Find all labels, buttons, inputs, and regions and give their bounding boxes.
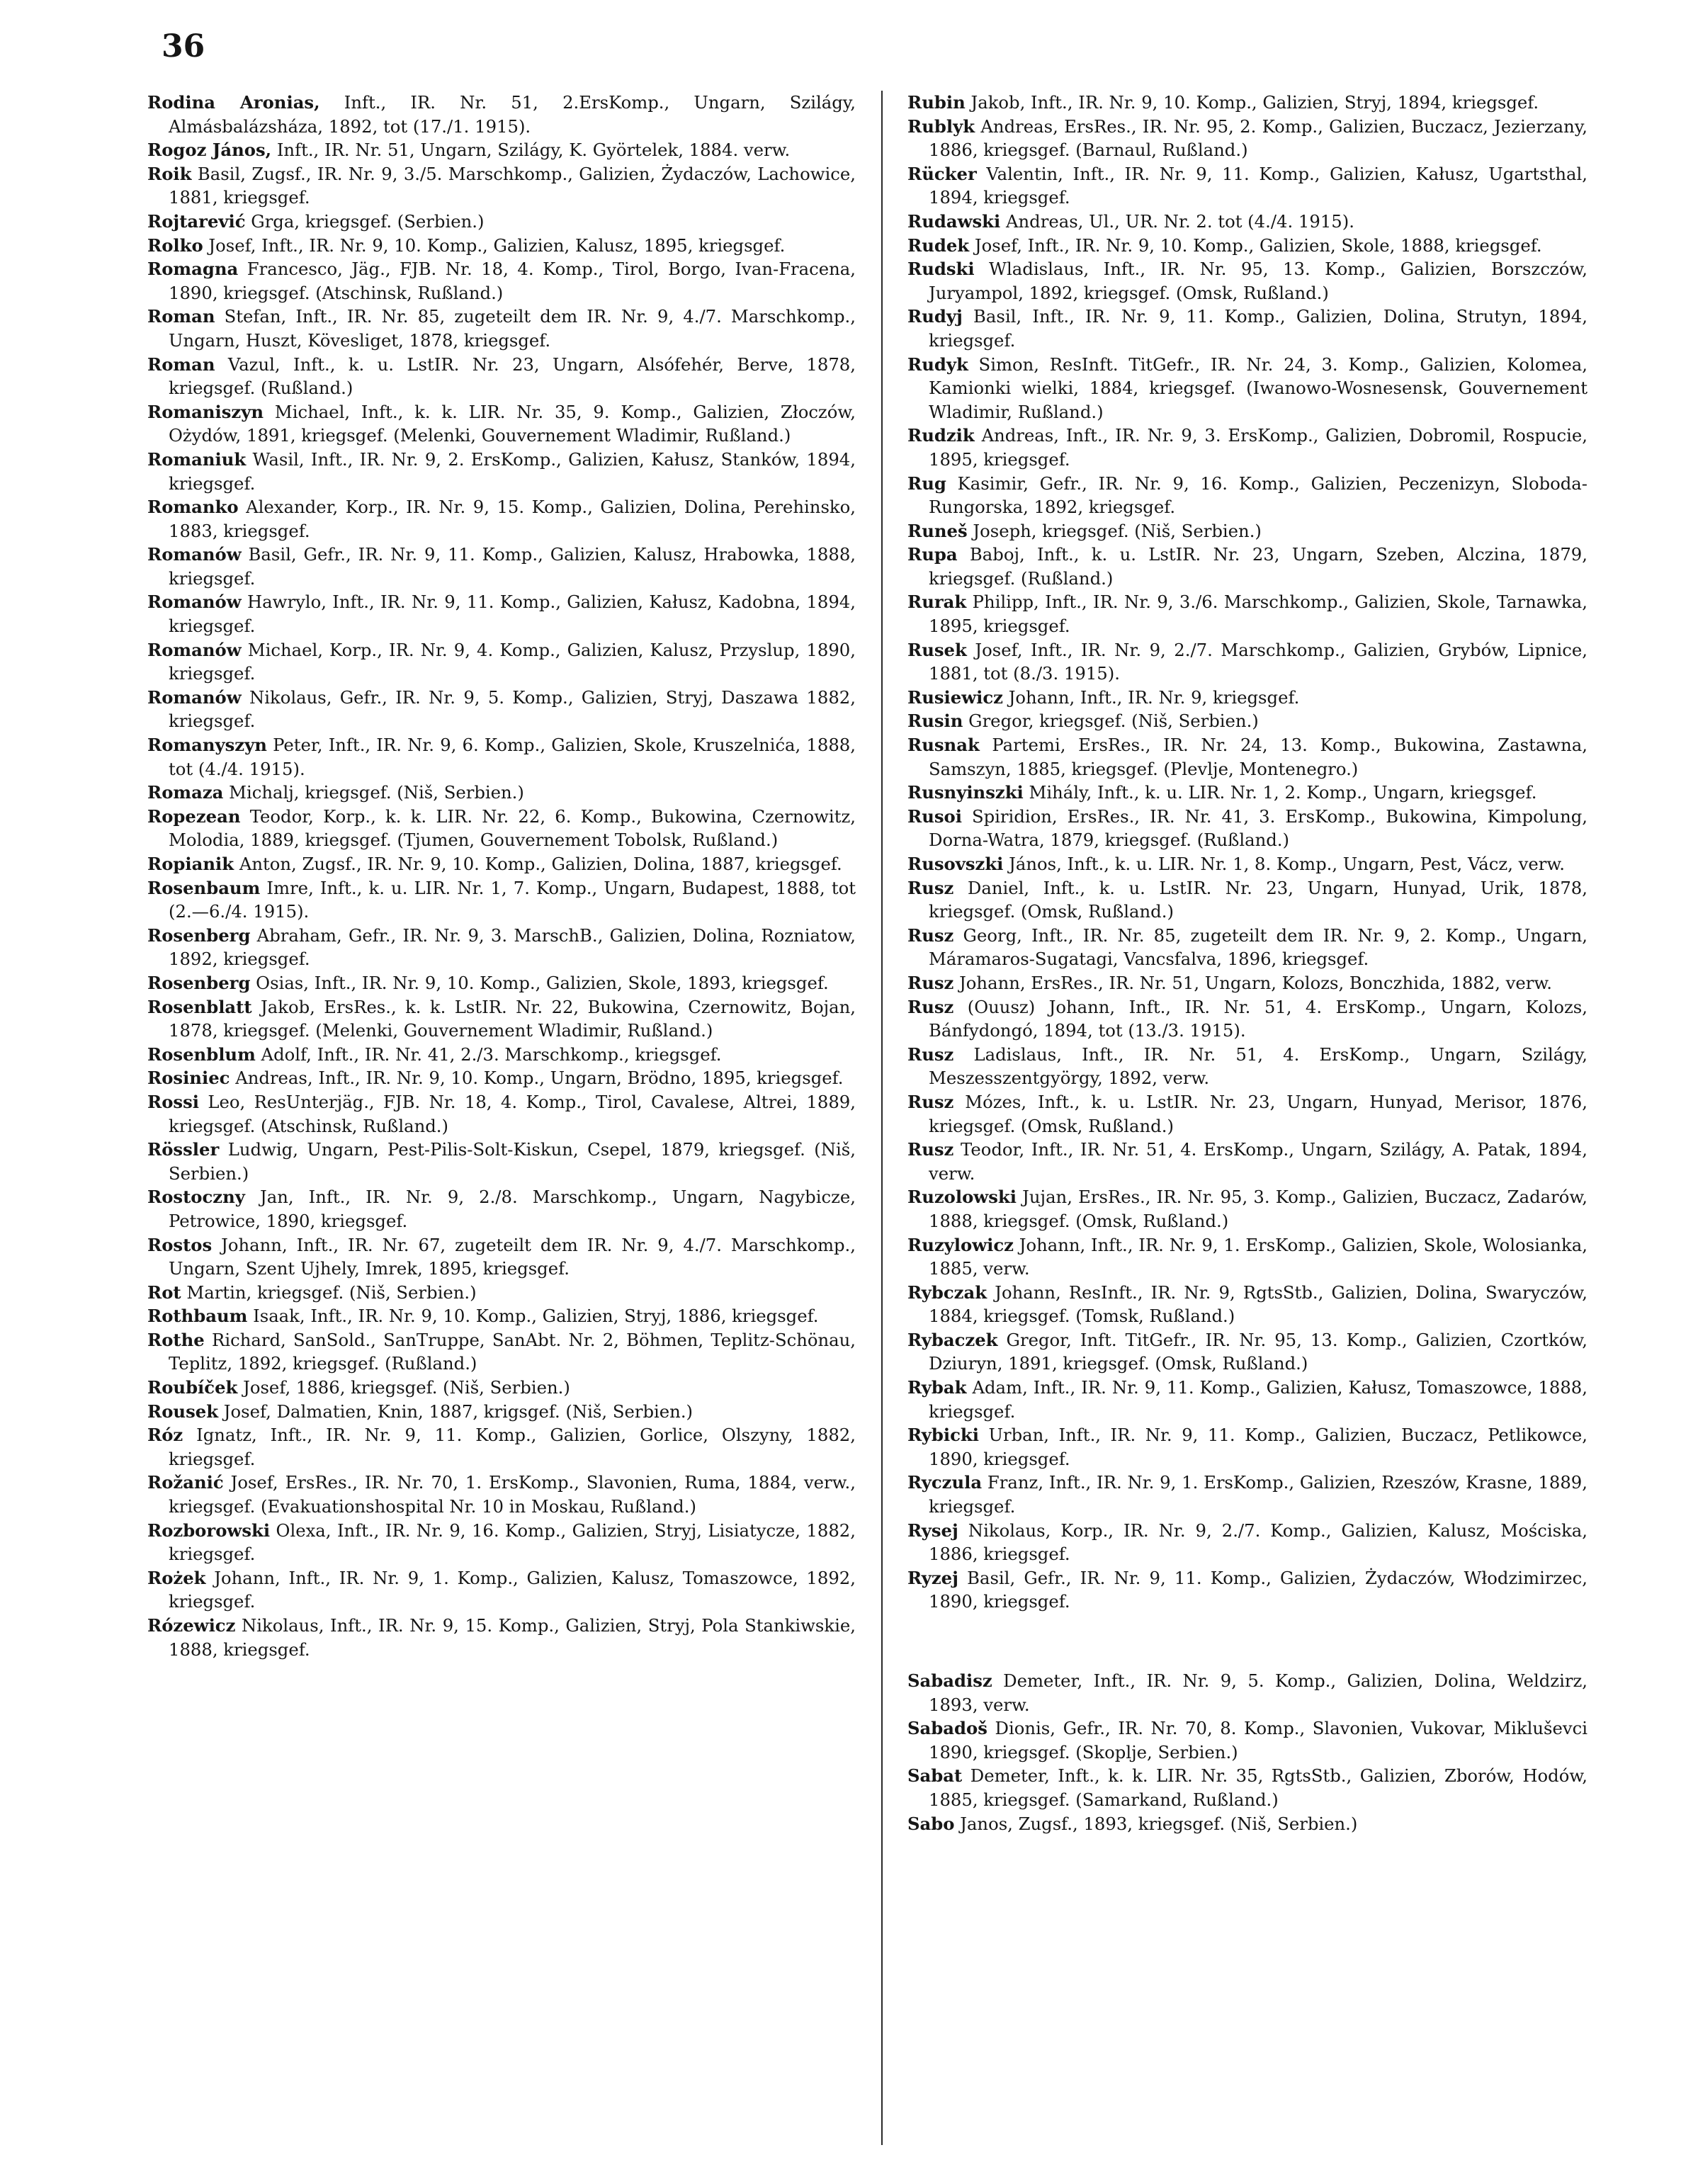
- r-section: [907, 91, 1587, 1614]
- entry-details: Basil, Zugsf., IR. Nr. 9, 3./5. Marschkomp., Galizien, Żydaczów, Lachowice, 1881, kriegsgef.: [169, 163, 856, 208]
- entry-details: Basil, Gefr., IR. Nr. 9, 11. Komp., Galizien, Kalusz, Hrabowka, 1888, kriegsgef.: [169, 544, 856, 589]
- left-column: [147, 91, 856, 1661]
- entry-details: Jujan, ErsRes., IR. Nr. 95, 3. Komp., Galizien, Buczacz, Zadarów, 1888, kriegsgef. (Omsk, Rußland.): [929, 1187, 1587, 1231]
- entry-surname: Ruzylowicz: [907, 1234, 1014, 1255]
- register-entry: [147, 91, 856, 138]
- entry-details: Johann, ErsRes., IR. Nr. 51, Ungarn, Kolozs, Bonczhida, 1882, verw.: [953, 972, 1552, 993]
- entry-surname: Rurak: [907, 592, 967, 613]
- entry-surname: Romanko: [147, 497, 239, 518]
- register-entry: [907, 638, 1587, 686]
- entry-details: Basil, Inft., IR. Nr. 9, 11. Komp., Galizien, Dolina, Strutyn, 1894, kriegsgef.: [929, 306, 1587, 351]
- entry-details: Imre, Inft., k. u. LIR. Nr. 1, 7. Komp., Ungarn, Budapest, 1888, tot (2.—6./4. 1915).: [169, 877, 856, 922]
- right-column: [907, 91, 1587, 1835]
- register-entry: [147, 781, 856, 805]
- entry-details: Nikolaus, Korp., IR. Nr. 9, 2./7. Komp., Galizien, Kalusz, Mościska, 1886, kriegsgef.: [929, 1520, 1587, 1565]
- register-entry: [907, 1328, 1587, 1376]
- entry-details: Andreas, Inft., IR. Nr. 9, 10. Komp., Ungarn, Brödno, 1895, kriegsgef.: [230, 1068, 844, 1089]
- entry-details: Francesco, Jäg., FJB. Nr. 18, 4. Komp., Tirol, Borgo, Ivan-Fracena, 1890, kriegsgef. (Atschinsk, Rußland.): [169, 259, 856, 303]
- entry-surname: Rousek: [147, 1401, 219, 1422]
- register-entry: [147, 1471, 856, 1518]
- entry-details: Michalj, kriegsgef. (Niš, Serbien.): [223, 782, 524, 803]
- entry-details: Wladislaus, Inft., IR. Nr. 95, 13. Komp., Galizien, Borszczów, Juryampol, 1892, kriegsgef. (Omsk, Rußland.): [929, 259, 1587, 303]
- entry-details: János, Inft., k. u. LIR. Nr. 1, 8. Komp., Ungarn, Pest, Vácz, verw.: [1003, 854, 1566, 874]
- register-entry: [907, 1185, 1587, 1233]
- register-entry: [907, 115, 1587, 162]
- entry-details: Richard, SanSold., SanTruppe, SanAbt. Nr. 2, Böhmen, Teplitz-Schönau, Teplitz, 1892, kriegsgef. (Rußland.): [169, 1329, 856, 1374]
- entry-surname: Roubíček: [147, 1377, 238, 1398]
- entry-details: Andreas, Inft., IR. Nr. 9, 3. ErsKomp., Galizien, Dobromil, Rospucie, 1895, kriegsgef.: [929, 425, 1587, 470]
- entry-details: Anton, Zugsf., IR. Nr. 9, 10. Komp., Galizien, Dolina, 1887, kriegsgef.: [234, 854, 842, 874]
- entry-surname: Rysej: [907, 1520, 958, 1541]
- entry-details: Nikolaus, Gefr., IR. Nr. 9, 5. Komp., Galizien, Stryj, Daszawa 1882, kriegsgef.: [169, 686, 856, 732]
- register-entry: [907, 733, 1587, 781]
- entry-details: Leo, ResUnterjäg., FJB. Nr. 18, 4. Komp., Tirol, Cavalese, Altrei, 1889, kriegsgef. (Atschinsk, Rußland.): [169, 1091, 856, 1136]
- register-entry: [147, 1138, 856, 1185]
- register-entry: [907, 1519, 1587, 1566]
- register-entry: [147, 495, 856, 543]
- register-entry: [147, 924, 856, 971]
- entry-surname: Róz: [147, 1425, 183, 1446]
- entry-details: Jakob, ErsRes., k. k. LstIR. Nr. 22, Bukowina, Czernowitz, Bojan, 1878, kriegsgef. (Melenki, Gouvernement Wladimir, Rußland.): [169, 996, 856, 1041]
- register-entry: [907, 805, 1587, 852]
- entry-details: Kasimir, Gefr., IR. Nr. 9, 16. Komp., Galizien, Peczenizyn, Sloboda-Rungorska, 1892, kriegsgef.: [929, 473, 1587, 518]
- section-gap: [907, 1614, 1587, 1669]
- entry-details: Franz, Inft., IR. Nr. 9, 1. ErsKomp., Galizien, Rzeszów, Krasne, 1889, kriegsgef.: [929, 1472, 1587, 1517]
- register-entry: [907, 876, 1587, 924]
- register-entry: [147, 1185, 856, 1233]
- register-entry: [907, 1233, 1587, 1281]
- entry-details: Spiridion, ErsRes., IR. Nr. 41, 3. ErsKomp., Bukowina, Kimpolung, Dorna-Watra, 1879, kriegsgef. (Rußland.): [929, 805, 1587, 851]
- entry-surname: Rusz: [907, 924, 954, 946]
- register-entry: [907, 971, 1587, 995]
- entry-surname: Roman: [147, 353, 215, 375]
- register-entry: [907, 1376, 1587, 1423]
- register-entry: [907, 1669, 1587, 1716]
- entry-details: Josef, Dalmatien, Knin, 1887, krigsgef. (Niš, Serbien.): [218, 1401, 694, 1422]
- entry-surname: Rosenblatt: [147, 996, 252, 1017]
- s-section: [907, 1669, 1587, 1835]
- register-entry: [907, 709, 1587, 733]
- entry-surname: Rudek: [907, 234, 970, 256]
- entry-surname: Rożek: [147, 1567, 206, 1588]
- entry-surname: Rug: [907, 473, 946, 494]
- entry-details: Ladislaus, Inft., IR. Nr. 51, 4. ErsKomp., Ungarn, Szilágy, Meszesszentgyörgy, 1892, verw.: [929, 1043, 1587, 1089]
- entry-details: Gregor, kriegsgef. (Niš, Serbien.): [963, 711, 1259, 732]
- entry-details: Johann, Inft., IR. Nr. 9, 1. ErsKomp., Galizien, Skole, Wolosianka, 1885, verw.: [929, 1234, 1587, 1279]
- register-entry: [907, 1281, 1587, 1328]
- register-entry: [907, 590, 1587, 638]
- entry-details: Nikolaus, Inft., IR. Nr. 9, 15. Komp., Galizien, Stryj, Pola Stankiwskie, 1888, kriegsgef.: [169, 1615, 856, 1660]
- register-entry: [147, 638, 856, 686]
- register-entry: [147, 257, 856, 305]
- entry-details: Georg, Inft., IR. Nr. 85, zugeteilt dem IR. Nr. 9, 2. Komp., Ungarn, Máramaros-Sugatagi, Vancsfalva, 1896, kriegsgef.: [929, 924, 1587, 970]
- entry-surname: Rogoz János,: [147, 140, 272, 161]
- register-entry: [907, 353, 1587, 424]
- entry-surname: Roik: [147, 163, 192, 184]
- entry-details: Michael, Inft., k. k. LIR. Nr. 35, 9. Komp., Galizien, Złoczów, Ożydów, 1891, kriegsgef. (Melenki, Gouvernement Wladimir, Rußland.): [169, 401, 856, 446]
- entry-surname: Ropianik: [147, 854, 234, 874]
- register-entry: [147, 971, 856, 995]
- register-entry: [147, 590, 856, 638]
- register-entry: [147, 1328, 856, 1376]
- entry-surname: Rosiniec: [147, 1068, 230, 1089]
- entry-details: Basil, Gefr., IR. Nr. 9, 11. Komp., Galizien, Żydaczów, Włodzimirzec, 1890, kriegsgef.: [929, 1567, 1587, 1612]
- entry-details: Ludwig, Ungarn, Pest-Pilis-Solt-Kiskun, Csepel, 1879, kriegsgef. (Niš, Serbien.): [169, 1139, 856, 1184]
- entry-details: Inft., IR. Nr. 51, Ungarn, Szilágy, K. Györtelek, 1884. verw.: [271, 140, 791, 161]
- register-entry: [147, 210, 856, 234]
- entry-details: Josef, ErsRes., IR. Nr. 70, 1. ErsKomp., Slavonien, Ruma, 1884, verw., kriegsgef. (Evakuationshospital Nr. 10 in Moskau, Rußland.): [169, 1472, 856, 1517]
- register-entry: [147, 876, 856, 924]
- entry-details: Simon, ResInft. TitGefr., IR. Nr. 24, 3. Komp., Galizien, Kolomea, Kamionki wielki, 1884, kriegsgef. (Iwanowo-Wosnesensk, Gouvernement Wladimir, Rußland.): [929, 353, 1587, 422]
- entry-surname: Rudawski: [907, 210, 1001, 232]
- entry-surname: Rudyk: [907, 353, 968, 375]
- entry-surname: Rybaczek: [907, 1329, 998, 1350]
- entry-surname: Romanów: [147, 686, 242, 708]
- register-entry: [907, 305, 1587, 352]
- entry-details: Josef, 1886, kriegsgef. (Niš, Serbien.): [237, 1377, 570, 1398]
- entry-surname: Rusz: [907, 1043, 954, 1065]
- entry-details: Johann, Inft., IR. Nr. 9, 1. Komp., Galizien, Kalusz, Tomaszowce, 1892, kriegsgef.: [169, 1567, 856, 1612]
- entry-surname: Romanów: [147, 544, 242, 565]
- register-entry: [907, 91, 1587, 115]
- entry-details: Michael, Korp., IR. Nr. 9, 4. Komp., Galizien, Kalusz, Przyslup, 1890, kriegsgef.: [169, 639, 856, 684]
- register-entry: [907, 210, 1587, 234]
- entry-details: Isaak, Inft., IR. Nr. 9, 10. Komp., Galizien, Stryj, 1886, kriegsgef.: [247, 1306, 819, 1327]
- register-entry: [907, 1138, 1587, 1185]
- entry-details: Andreas, ErsRes., IR. Nr. 95, 2. Komp., Galizien, Buczacz, Jezierzany, 1886, kriegsgef. (Barnaul, Rußland.): [929, 115, 1587, 161]
- entry-surname: Rostoczny: [147, 1187, 245, 1208]
- register-entry: [147, 1519, 856, 1566]
- entry-surname: Rudzik: [907, 425, 975, 446]
- entry-surname: Sabadisz: [907, 1670, 992, 1691]
- entry-surname: Sabo: [907, 1813, 955, 1834]
- register-entry: [147, 1376, 856, 1400]
- entry-surname: Rubin: [907, 92, 966, 113]
- entry-details: Abraham, Gefr., IR. Nr. 9, 3. MarschB., Galizien, Dolina, Rozniatow, 1892, kriegsgef.: [169, 924, 856, 970]
- entry-surname: Rojtarević: [147, 210, 246, 232]
- register-entry: [147, 1423, 856, 1471]
- entry-details: Jakob, Inft., IR. Nr. 9, 10. Komp., Galizien, Stryj, 1894, kriegsgef.: [965, 92, 1539, 113]
- entry-surname: Rusoi: [907, 805, 962, 827]
- entry-surname: Runeš: [907, 520, 968, 541]
- entry-details: Partemi, ErsRes., IR. Nr. 24, 13. Komp., Bukowina, Zastawna, Samszyn, 1885, kriegsgef. (Plevlje, Montenegro.): [929, 735, 1587, 779]
- entry-surname: Rosenberg: [147, 924, 251, 946]
- entry-details: Johann, Inft., IR. Nr. 9, kriegsgef.: [1002, 686, 1300, 708]
- register-entry: [907, 424, 1587, 471]
- entry-details: Mózes, Inft., k. u. LstIR. Nr. 23, Ungarn, Hunyad, Merisor, 1876, kriegsgef. (Omsk, Rußland.): [929, 1091, 1587, 1136]
- entry-surname: Rusz: [907, 877, 954, 898]
- entry-details: Martin, kriegsgef. (Niš, Serbien.): [181, 1281, 477, 1303]
- register-entry: [907, 1716, 1587, 1764]
- entry-details: Vazul, Inft., k. u. LstIR. Nr. 23, Ungarn, Alsófehér, Berve, 1878, kriegsgef. (Rußland.): [169, 353, 856, 399]
- entry-details: Philipp, Inft., IR. Nr. 9, 3./6. Marschkomp., Galizien, Skole, Tarnawka, 1895, kriegsgef.: [929, 592, 1587, 637]
- entry-surname: Rublyk: [907, 115, 975, 137]
- entry-surname: Romaniszyn: [147, 401, 264, 422]
- entry-surname: Romanów: [147, 592, 242, 613]
- entry-surname: Rossi: [147, 1091, 199, 1112]
- register-entry: [907, 924, 1587, 971]
- entry-details: Teodor, Inft., IR. Nr. 51, 4. ErsKomp., Ungarn, Szilágy, A. Patak, 1894, verw.: [929, 1139, 1587, 1184]
- entry-surname: Rosenbaum: [147, 877, 261, 898]
- entry-details: Stefan, Inft., IR. Nr. 85, zugeteilt dem IR. Nr. 9, 4./7. Marschkomp., Ungarn, Huszt, Kövesliget, 1878, kriegsgef.: [169, 306, 856, 351]
- entry-surname: Romanów: [147, 639, 242, 660]
- entry-surname: Rosenberg: [147, 972, 251, 993]
- register-entry: [147, 138, 856, 162]
- entry-details: Olexa, Inft., IR. Nr. 9, 16. Komp., Galizien, Stryj, Lisiatycze, 1882, kriegsgef.: [169, 1520, 856, 1565]
- register-entry: [147, 543, 856, 590]
- entry-details: Daniel, Inft., k. u. LstIR. Nr. 23, Ungarn, Hunyad, Urik, 1878, kriegsgef. (Omsk, Rußland.): [929, 877, 1587, 922]
- register-entry: [907, 162, 1587, 210]
- entry-details: Ignatz, Inft., IR. Nr. 9, 11. Komp., Galizien, Gorlice, Olszyny, 1882, kriegsgef.: [169, 1425, 856, 1469]
- entry-details: Josef, Inft., IR. Nr. 9, 2./7. Marschkomp., Galizien, Grybów, Lipnice, 1881, tot (8./3. 1915).: [929, 639, 1587, 684]
- entry-details: Adam, Inft., IR. Nr. 9, 11. Komp., Galizien, Kałusz, Tomaszowce, 1888, kriegsgef.: [929, 1377, 1587, 1422]
- page-number: 36: [162, 28, 205, 64]
- entry-details: Dionis, Gefr., IR. Nr. 70, 8. Komp., Slavonien, Vukovar, Mikluševci 1890, kriegsgef. (Skoplje, Serbien.): [929, 1718, 1587, 1763]
- entry-details: Wasil, Inft., IR. Nr. 9, 2. ErsKomp., Galizien, Kałusz, Stanków, 1894, kriegsgef.: [169, 448, 856, 494]
- register-entry: [147, 686, 856, 733]
- register-entry: [147, 1281, 856, 1305]
- register-entry: [147, 1400, 856, 1424]
- entry-surname: Romanyszyn: [147, 735, 267, 756]
- register-entry: [147, 234, 856, 258]
- entry-surname: Rothbaum: [147, 1306, 248, 1327]
- entry-details: Johann, ResInft., IR. Nr. 9, RgtsStb., Galizien, Dolina, Swaryczów, 1884, kriegsgef. (Tomsk, Rußland.): [929, 1281, 1587, 1327]
- entry-surname: Ropezean: [147, 805, 241, 827]
- column-divider: [881, 91, 883, 2145]
- entry-details: Janos, Zugsf., 1893, kriegsgef. (Niš, Serbien.): [954, 1813, 1358, 1834]
- register-entry: [147, 305, 856, 352]
- entry-details: Urban, Inft., IR. Nr. 9, 11. Komp., Galizien, Buczacz, Petlikowce, 1890, kriegsgef.: [929, 1425, 1587, 1469]
- register-entry: [147, 995, 856, 1043]
- register-entry: [907, 234, 1587, 258]
- entry-surname: Rózewicz: [147, 1615, 236, 1636]
- entry-surname: Rudyj: [907, 306, 963, 327]
- entry-surname: Rusnak: [907, 735, 980, 756]
- entry-surname: Rücker: [907, 163, 977, 184]
- register-entry: [147, 1043, 856, 1067]
- entry-details: Baboj, Inft., k. u. LstIR. Nr. 23, Ungarn, Szeben, Alczina, 1879, kriegsgef. (Rußland.): [929, 544, 1587, 589]
- register-entry: [147, 852, 856, 876]
- entry-surname: Rybicki: [907, 1425, 979, 1446]
- register-entry: [147, 448, 856, 495]
- entry-surname: Rusnyinszki: [907, 782, 1024, 803]
- register-entry: [907, 995, 1587, 1043]
- register-entry: [907, 472, 1587, 519]
- entry-surname: Romaza: [147, 782, 224, 803]
- register-entry: [147, 1566, 856, 1614]
- register-entry: [907, 781, 1587, 805]
- register-entry: [907, 1090, 1587, 1138]
- entry-details: Teodor, Korp., k. k. LIR. Nr. 22, 6. Komp., Bukowina, Czernowitz, Molodia, 1889, kriegsgef. (Tjumen, Gouvernement Tobolsk, Rußland.): [169, 805, 856, 851]
- entry-surname: Sabadoš: [907, 1718, 987, 1739]
- entry-surname: Rusek: [907, 639, 967, 660]
- entry-surname: Sabat: [907, 1765, 963, 1787]
- register-entry: [907, 519, 1587, 543]
- entry-surname: Rusz: [907, 996, 954, 1017]
- entry-surname: Rusz: [907, 972, 954, 993]
- entry-details: Demeter, Inft., IR. Nr. 9, 5. Komp., Galizien, Dolina, Weldzirz, 1893, verw.: [929, 1670, 1587, 1715]
- register-entry: [907, 852, 1587, 876]
- entry-surname: Ryzej: [907, 1567, 958, 1588]
- entry-surname: Romaniuk: [147, 448, 247, 470]
- entry-details: Grga, kriegsgef. (Serbien.): [245, 210, 485, 232]
- entry-details: Valentin, Inft., IR. Nr. 9, 11. Komp., Galizien, Kałusz, Ugartsthal, 1894, kriegsgef.: [929, 163, 1587, 208]
- entry-surname: Rodina Aronias,: [147, 92, 320, 113]
- entry-details: Alexander, Korp., IR. Nr. 9, 15. Komp., Galizien, Dolina, Perehinsko, 1883, kriegsgef.: [169, 497, 856, 541]
- entry-surname: Ryczula: [907, 1472, 983, 1493]
- entry-surname: Rössler: [147, 1139, 220, 1160]
- entry-surname: Roman: [147, 306, 215, 327]
- register-entry: [147, 353, 856, 400]
- register-entry: [147, 1233, 856, 1281]
- entry-surname: Rybak: [907, 1377, 967, 1398]
- entry-details: Inft., IR. Nr. 51, 2.ErsKomp., Ungarn, Szilágy, Almásbalázsháza, 1892, tot (17./1. 1915).: [169, 92, 856, 137]
- register-entry: [147, 1066, 856, 1090]
- register-entry: [147, 400, 856, 448]
- register-entry: [907, 543, 1587, 590]
- entry-surname: Rothe: [147, 1329, 205, 1350]
- entry-details: (Ouusz) Johann, Inft., IR. Nr. 51, 4. ErsKomp., Ungarn, Kolozs, Bánfydongó, 1894, tot (13./3. 1915).: [929, 996, 1587, 1041]
- entry-surname: Rožanić: [147, 1472, 224, 1493]
- register-entry: [907, 1764, 1587, 1811]
- entry-surname: Rusz: [907, 1091, 954, 1112]
- entry-surname: Rolko: [147, 234, 203, 256]
- entry-surname: Rusz: [907, 1139, 954, 1160]
- register-entry: [907, 1566, 1587, 1614]
- register-entry: [147, 805, 856, 852]
- entry-details: Andreas, Ul., UR. Nr. 2. tot (4./4. 1915).: [1000, 210, 1354, 232]
- register-entry: [907, 1471, 1587, 1518]
- register-entry: [907, 1423, 1587, 1471]
- register-entry: [907, 1812, 1587, 1836]
- entry-surname: Rusiewicz: [907, 686, 1003, 708]
- entry-details: Josef, Inft., IR. Nr. 9, 10. Komp., Galizien, Skole, 1888, kriegsgef.: [969, 234, 1542, 256]
- register-entry: [147, 1090, 856, 1138]
- entry-surname: Ruzolowski: [907, 1187, 1017, 1208]
- register-entry: [147, 733, 856, 781]
- entry-details: Demeter, Inft., k. k. LIR. Nr. 35, RgtsStb., Galizien, Zborów, Hodów, 1885, kriegsgef. (Samarkand, Rußland.): [929, 1765, 1587, 1810]
- entry-details: Peter, Inft., IR. Nr. 9, 6. Komp., Galizien, Skole, Kruszelnića, 1888, tot (4./4. 1915).: [169, 735, 856, 779]
- register-entry: [907, 686, 1587, 710]
- entry-details: Jan, Inft., IR. Nr. 9, 2./8. Marschkomp., Ungarn, Nagybicze, Petrowice, 1890, kriegsgef.: [169, 1187, 856, 1231]
- entry-surname: Rudski: [907, 259, 975, 280]
- entry-surname: Rostos: [147, 1234, 213, 1255]
- entry-surname: Rusovszki: [907, 854, 1004, 874]
- entry-surname: Rupa: [907, 544, 958, 565]
- entry-surname: Rybczak: [907, 1281, 987, 1303]
- entry-details: Adolf, Inft., IR. Nr. 41, 2./3. Marschkomp., kriegsgef.: [255, 1043, 722, 1065]
- entry-details: Josef, Inft., IR. Nr. 9, 10. Komp., Galizien, Kalusz, 1895, kriegsgef.: [203, 234, 786, 256]
- entry-details: Osias, Inft., IR. Nr. 9, 10. Komp., Galizien, Skole, 1893, kriegsgef.: [250, 972, 829, 993]
- entry-details: Hawrylo, Inft., IR. Nr. 9, 11. Komp., Galizien, Kałusz, Kadobna, 1894, kriegsgef.: [169, 592, 856, 637]
- entry-details: Mihály, Inft., k. u. LIR. Nr. 1, 2. Komp., Ungarn, kriegsgef.: [1023, 782, 1537, 803]
- register-entry: [147, 1304, 856, 1328]
- entry-surname: Rot: [147, 1281, 181, 1303]
- entry-details: Johann, Inft., IR. Nr. 67, zugeteilt dem IR. Nr. 9, 4./7. Marschkomp., Ungarn, Szent Ujhely, Imrek, 1895, kriegsgef.: [169, 1234, 856, 1279]
- entry-surname: Rusin: [907, 711, 963, 732]
- register-entry: [147, 162, 856, 210]
- entry-surname: Romagna: [147, 259, 239, 280]
- register-entry: [147, 1614, 856, 1661]
- register-entry: [907, 1043, 1587, 1090]
- entry-details: Gregor, Inft. TitGefr., IR. Nr. 95, 13. Komp., Galizien, Czortków, Dziuryn, 1891, kriegsgef. (Omsk, Rußland.): [929, 1329, 1587, 1374]
- entry-surname: Rozborowski: [147, 1520, 271, 1541]
- entry-details: Joseph, kriegsgef. (Niš, Serbien.): [967, 520, 1262, 541]
- register-entry: [907, 257, 1587, 305]
- entry-surname: Rosenblum: [147, 1043, 256, 1065]
